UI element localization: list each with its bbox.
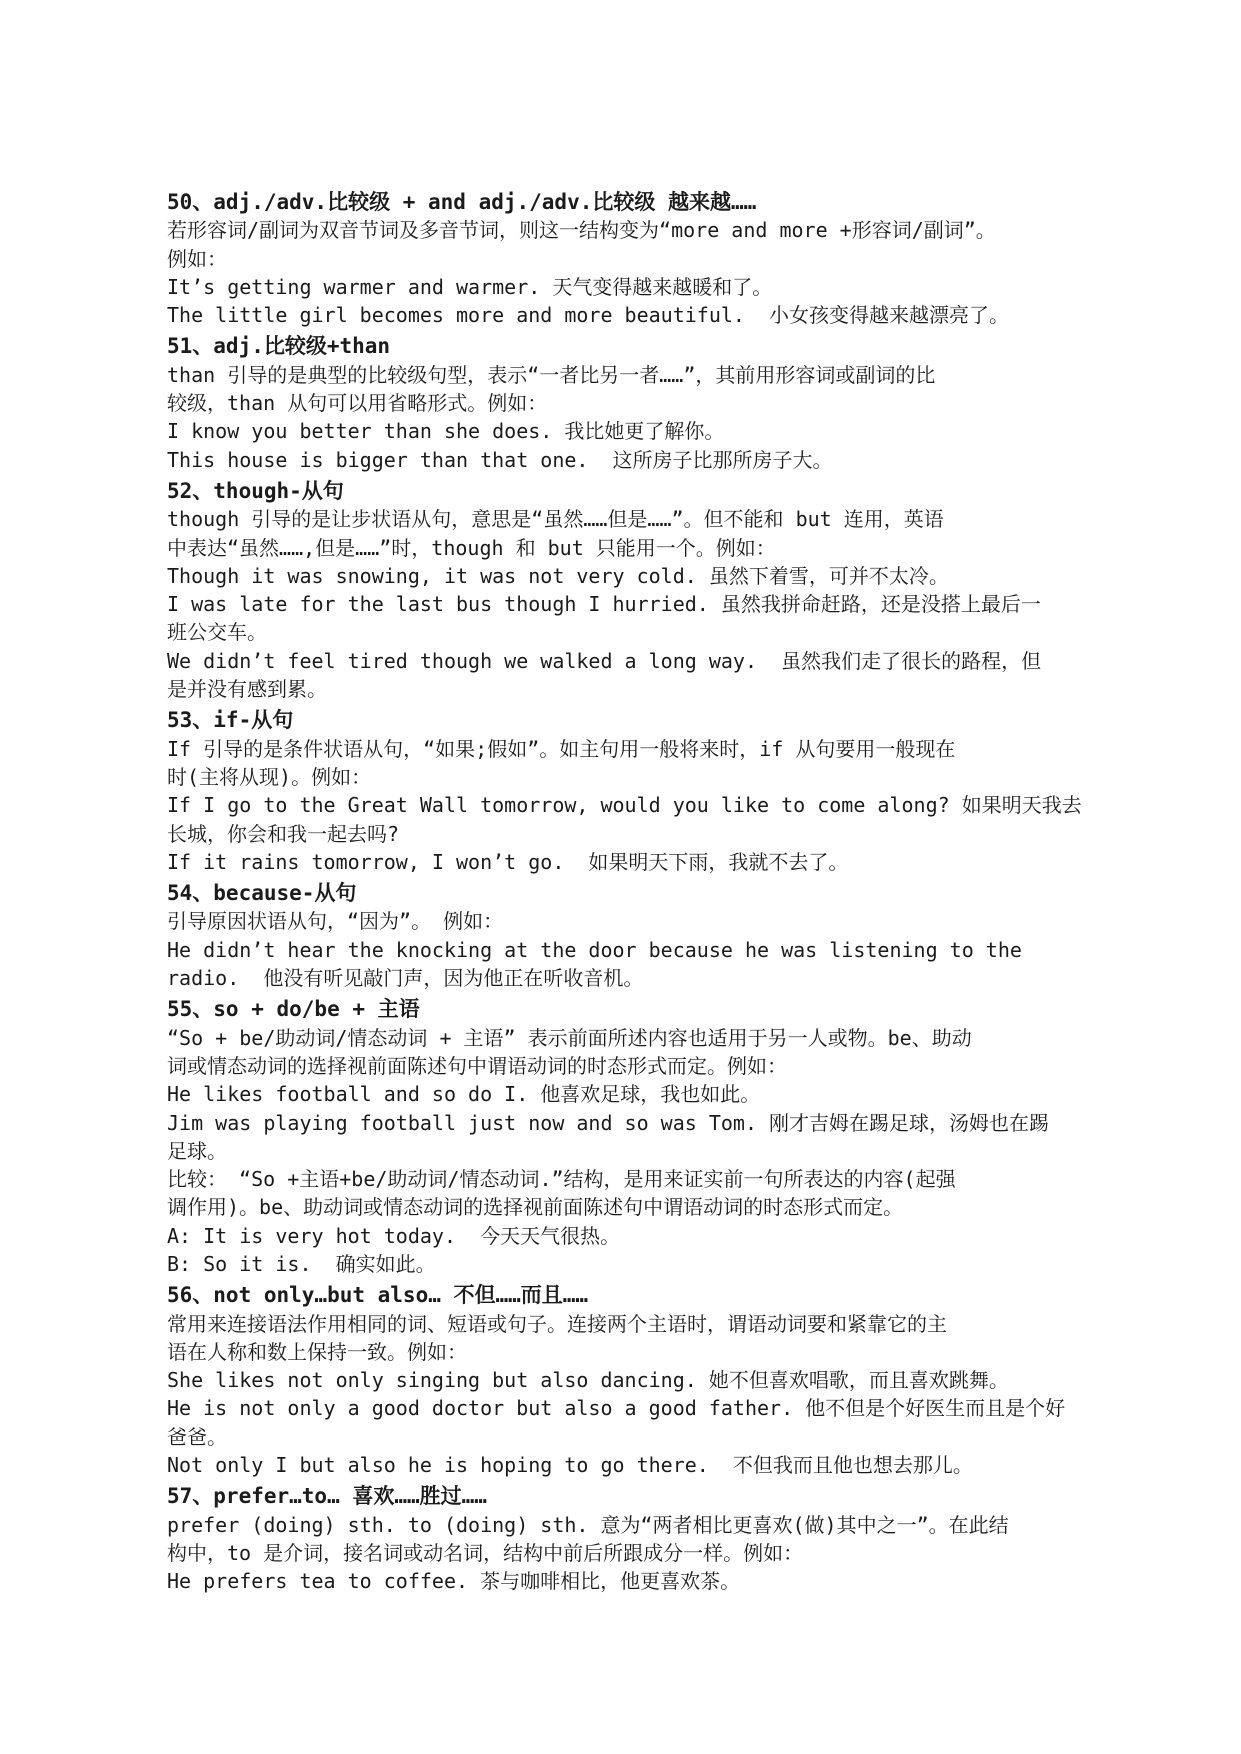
grammar-section-55 [167, 995, 1107, 1278]
grammar-section-54 [167, 879, 1107, 992]
text-line: 例如： [167, 246, 227, 271]
text-line: 调作用)。be、助动词或情态动词的选择视前面陈述句中谓语动词的时态形式而定。 [167, 1195, 904, 1220]
grammar-section-51 [167, 332, 1107, 473]
text-line: He is not only a good doctor but also a good father. 他不但是个好医生而且是个好 [167, 1396, 1066, 1421]
text-line: B: So it is. 确实如此。 [167, 1251, 436, 1276]
text-line: 时(主将从现)。例如： [167, 764, 372, 789]
section-heading-50: 50、adj./adv.比较级 + and adj./adv.比较级 越来越…… [167, 190, 757, 214]
text-line: If I go to the Great Wall tomorrow, would you like to come along? 如果明天我去 [167, 793, 1082, 818]
text-line: prefer (doing) sth. to (doing) sth. 意为“两者相比更喜欢(做)其中之一”。在此结 [167, 1512, 1009, 1537]
section-heading-53: 53、if-从句 [167, 708, 294, 733]
text-line: radio. 他没有听见敲门声，因为他正在听收音机。 [167, 966, 644, 991]
text-line: “So + be/助动词/情态动词 + 主语” 表示前面所述内容也适用于另一人或物。be、助动 [167, 1025, 972, 1050]
text-line: If it rains tomorrow, I won’t go. 如果明天下雨，我就不去了。 [167, 849, 849, 874]
text-line: He didn’t hear the knocking at the door because he was listening to the [167, 937, 1022, 962]
text-line: though 引导的是让步状语从句，意思是“虽然……但是……”。但不能和 but 连用，英语 [167, 507, 944, 532]
text-line: 构中，to 是介词，接名词或动名词，结构中前后所跟成分一样。例如： [167, 1540, 804, 1565]
text-line: Jim was playing football just now and so was Tom. 刚才吉姆在踢足球，汤姆也在踢 [167, 1110, 1050, 1135]
text-line: 词或情态动词的选择视前面陈述句中谓语动词的时态形式而定。例如： [167, 1053, 787, 1078]
section-heading-56: 56、not only…but also… 不但……而且…… [167, 1283, 589, 1308]
grammar-section-57 [167, 1482, 1107, 1595]
text-line: 常用来连接语法作用相同的词、短语或句子。连接两个主语时，谓语动词要和紧靠它的主 [167, 1311, 947, 1336]
section-heading-54: 54、because-从句 [167, 881, 357, 906]
text-line: Not only I but also he is hoping to go there. 不但我而且他也想去那儿。 [167, 1453, 973, 1478]
text-line: It’s getting warmer and warmer. 天气变得越来越暖和了。 [167, 274, 773, 299]
text-line: 长城，你会和我一起去吗? [167, 821, 400, 846]
text-line: 比较： “So +主语+be/助动词/情态动词.”结构，是用来证实前一句所表达的内容(起强 [167, 1167, 956, 1192]
grammar-section-53 [167, 706, 1107, 876]
text-line: 引导原因状语从句，“因为”。 例如： [167, 909, 504, 934]
text-line: I know you better than she does. 我比她更了解你。 [167, 419, 725, 444]
text-line: 是并没有感到累。 [167, 677, 327, 702]
section-heading-52: 52、though-从句 [167, 478, 344, 503]
text-line: 若形容词/副词为双音节词及多音节词，则这一结构变为“more and more +形容词/副词”。 [167, 218, 996, 243]
section-heading-51: 51、adj.比较级+than [167, 334, 391, 359]
text-line: 中表达“虽然……,但是……”时，though 和 but 只能用一个。例如： [167, 535, 776, 560]
text-line: He likes football and so do I. 他喜欢足球，我也如此。 [167, 1082, 761, 1107]
text-line: 爸爸。 [167, 1424, 227, 1449]
grammar-section-52 [167, 477, 1107, 703]
text-line: 班公交车。 [167, 620, 267, 645]
text-line: Though it was snowing, it was not very cold. 虽然下着雪，可并不太冷。 [167, 563, 949, 588]
text-line: He prefers tea to coffee. 茶与咖啡相比，他更喜欢茶。 [167, 1569, 741, 1594]
section-heading-55: 55、so + do/be + 主语 [167, 997, 420, 1022]
document-content [167, 188, 1107, 1596]
text-line: We didn’t feel tired though we walked a long way. 虽然我们走了很长的路程，但 [167, 648, 1042, 673]
text-line: 足球。 [167, 1138, 227, 1163]
grammar-section-50 [167, 188, 1107, 329]
text-line: I was late for the last bus though I hurried. 虽然我拼命赶路，还是没搭上最后一 [167, 592, 1041, 617]
text-line: 较级，than 从句可以用省略形式。例如： [167, 391, 548, 416]
text-line: This house is bigger than that one. 这所房子比那所房子大。 [167, 447, 833, 472]
text-line: than 引导的是典型的比较级句型，表示“一者比另一者……”，其前用形容词或副词的比 [167, 362, 936, 387]
grammar-section-56 [167, 1281, 1107, 1479]
text-line: The little girl becomes more and more beautiful. 小女孩变得越来越漂亮了。 [167, 303, 1010, 328]
section-heading-57: 57、prefer…to… 喜欢……胜过…… [167, 1484, 487, 1509]
text-line: 语在人称和数上保持一致。例如： [167, 1339, 467, 1364]
text-line: She likes not only singing but also dancing. 她不但喜欢唱歌，而且喜欢跳舞。 [167, 1368, 1009, 1393]
text-line: A: It is very hot today. 今天天气很热。 [167, 1223, 621, 1248]
text-line: If 引导的是条件状语从句，“如果;假如”。如主句用一般将来时，if 从句要用一般现在 [167, 736, 956, 761]
